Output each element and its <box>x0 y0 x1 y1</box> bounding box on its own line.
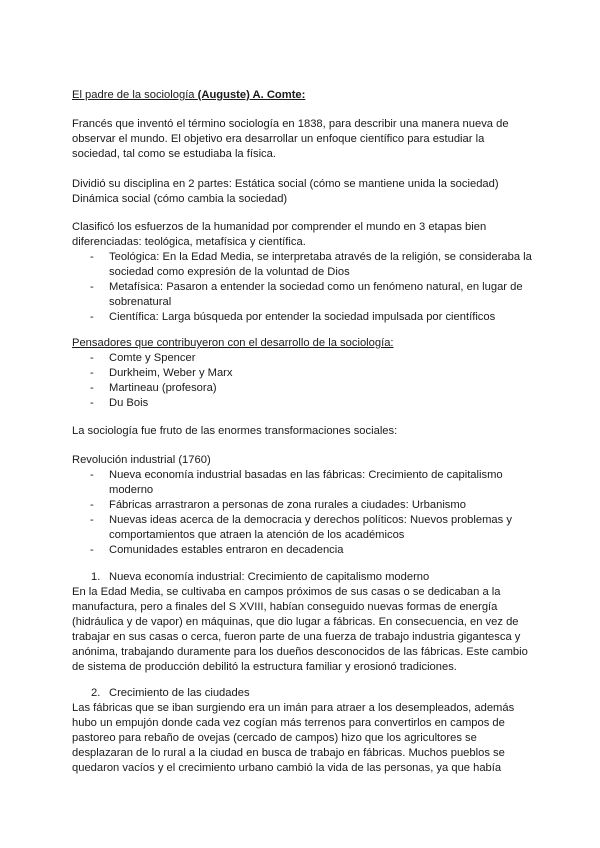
stage-text: Teológica: En la Edad Media, se interpretaba através de la religión, se consideraba la sociedad como expresión de la voluntad de Dios <box>109 251 532 278</box>
revolution-text: Comunidades estables entraron en decadencia <box>109 544 344 556</box>
division-line-2: Dinámica social (cómo cambia la sociedad) <box>72 193 288 205</box>
section-1 <box>72 570 532 675</box>
list-item: - Martineau (profesora) <box>90 382 217 394</box>
thinkers-heading: Pensadores que contribuyeron con el desarrollo de la sociología: <box>72 337 394 349</box>
list-item: - Durkheim, Weber y Marx <box>90 367 233 379</box>
section-1-number: 1. <box>91 571 101 583</box>
transformations-paragraph: La sociología fue fruto de las enormes transformaciones sociales: <box>72 425 398 437</box>
section-2 <box>72 686 532 776</box>
list-item: - Fábricas arrastraron a personas de zona rurales a ciudades: Urbanismo <box>90 499 466 511</box>
division-line-1: Dividió su disciplina en 2 partes: Estática social (cómo se mantiene unida la sociedad) <box>72 178 499 190</box>
title-prefix: El padre de la sociología <box>72 89 198 101</box>
section-2-heading-text: Crecimiento de las ciudades <box>109 687 250 699</box>
section-1-heading-text: Nueva economía industrial: Crecimiento de capitalismo moderno <box>109 571 430 583</box>
section-2-body: Las fábricas que se iban surgiendo era un imán para atraer a los desempleados, además hubo un empujón donde cada vez cogían más terrenos para convertirlos en campos de pastoreo para rebaño de ovejas (cercado de campos) hizo que los agricultores se desplazaran de lo rural a la ciudad en busca de trabajo en fábricas. Muchos pueblos se quedaron vacíos y el crecimiento urbano cambió la vida de las personas, ya que había <box>72 702 515 774</box>
page-title <box>72 88 532 103</box>
section-2-number: 2. <box>91 687 101 699</box>
list-item: - Teológica: En la Edad Media, se interpretaba através de la religión, se consideraba la sociedad como expresión de la voluntad de Dios <box>90 251 532 278</box>
thinkers-section <box>72 336 532 411</box>
list-item: - Científica: Larga búsqueda por entender la sociedad impulsada por científicos <box>90 311 496 323</box>
list-item: - Nueva economía industrial basadas en las fábricas: Crecimiento de capitalismo moderno <box>90 469 503 496</box>
thinkers-list <box>72 351 532 411</box>
intro-paragraph: Francés que inventó el término sociología en 1838, para describir una manera nueva de observar el mundo. El objetivo era desarrollar un enfoque científico para estudiar la sociedad, tal como se estudiaba la física. <box>72 118 509 160</box>
revolution-text: Nuevas ideas acerca de la democracia y derechos políticos: Nuevos problemas y comportamientos que atraen la atención de los académicos <box>109 514 512 541</box>
section-2-heading <box>72 686 532 701</box>
list-item: - Metafísica: Pasaron a entender la sociedad como un fenómeno natural, en lugar de sobrenatural <box>90 281 523 308</box>
list-item: - Du Bois <box>90 397 149 409</box>
stages-intro: Clasificó los esfuerzos de la humanidad por comprender el mundo en 3 etapas bien diferenciadas: teológica, metafísica y científica. <box>72 221 487 248</box>
revolution-text: Nueva economía industrial basadas en las fábricas: Crecimiento de capitalismo moderno <box>109 469 503 496</box>
revolution-heading: Revolución industrial (1760) <box>72 454 211 466</box>
thinker-text: Comte y Spencer <box>109 352 196 364</box>
thinker-text: Durkheim, Weber y Marx <box>109 367 233 379</box>
stages-section <box>72 220 532 325</box>
stage-text: Científica: Larga búsqueda por entender la sociedad impulsada por científicos <box>109 311 496 323</box>
revolution-list <box>72 468 532 558</box>
list-item: - Comte y Spencer <box>90 352 196 364</box>
list-item: - Comunidades estables entraron en decadencia <box>90 544 344 556</box>
section-1-heading <box>72 570 532 585</box>
division-paragraph <box>72 177 532 207</box>
stage-text: Metafísica: Pasaron a entender la sociedad como un fenómeno natural, en lugar de sobrenatural <box>109 281 523 308</box>
section-1-body: En la Edad Media, se cultivaba en campos próximos de sus casas o se dedicaban a la manufactura, pero a finales del S XVIII, habían conseguido nuevas formas de energía (hidráulica y de vapor) en máquinas, que dio lugar a fábricas. En consecuencia, en vez de trabajar en sus casas o cerca, fueron parte de una fuerza de trabajo industria gigantesca y anónima, trabajando duramente para los dueños desconocidos de las fábricas. Este cambio de sistema de producción debilitó la estructura familiar y erosionó tradiciones. <box>72 586 528 673</box>
revolution-section <box>72 453 532 558</box>
thinker-text: Martineau (profesora) <box>109 382 217 394</box>
revolution-text: Fábricas arrastraron a personas de zona rurales a ciudades: Urbanismo <box>109 499 466 511</box>
title-bold: (Auguste) A. Comte: <box>197 89 306 101</box>
thinker-text: Du Bois <box>109 397 149 409</box>
stages-list <box>72 250 532 325</box>
list-item: - Nuevas ideas acerca de la democracia y derechos políticos: Nuevos problemas y comportamientos que atraen la atención de los académicos <box>90 514 512 541</box>
